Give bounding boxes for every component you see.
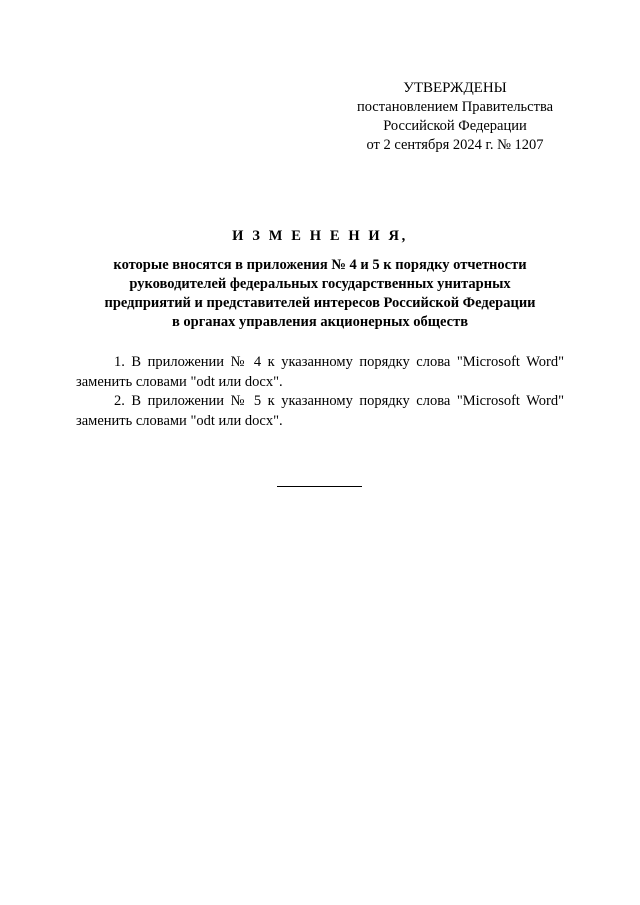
approval-block: [330, 79, 580, 155]
approval-line-3: от 2 сентября 2024 г. № 1207: [366, 137, 544, 153]
document-title: [60, 227, 580, 332]
approval-line-2: Российской Федерации: [383, 118, 527, 134]
title-line-3: предприятий и представителей интересов Российской Федерации: [104, 295, 536, 311]
document-body: [76, 353, 564, 431]
item-2: 2. В приложении № 5 к указанному порядку слова "Microsoft Word" заменить словами "odt или docx".: [76, 393, 564, 429]
item-1: 1. В приложении № 4 к указанному порядку слова "Microsoft Word" заменить словами "odt или docx".: [76, 354, 564, 390]
title-line-1: которые вносятся в приложения № 4 и 5 к порядку отчетности: [113, 257, 527, 273]
title-line-2: руководителей федеральных государственных унитарных: [129, 276, 511, 292]
title-line-4: в органах управления акционерных обществ: [171, 314, 469, 330]
approval-line-1: постановлением Правительства: [356, 99, 554, 115]
title-heading: И З М Е Н Е Н И Я,: [232, 228, 408, 244]
closing-divider: [277, 486, 362, 487]
approval-heading: УТВЕРЖДЕНЫ: [403, 80, 507, 96]
